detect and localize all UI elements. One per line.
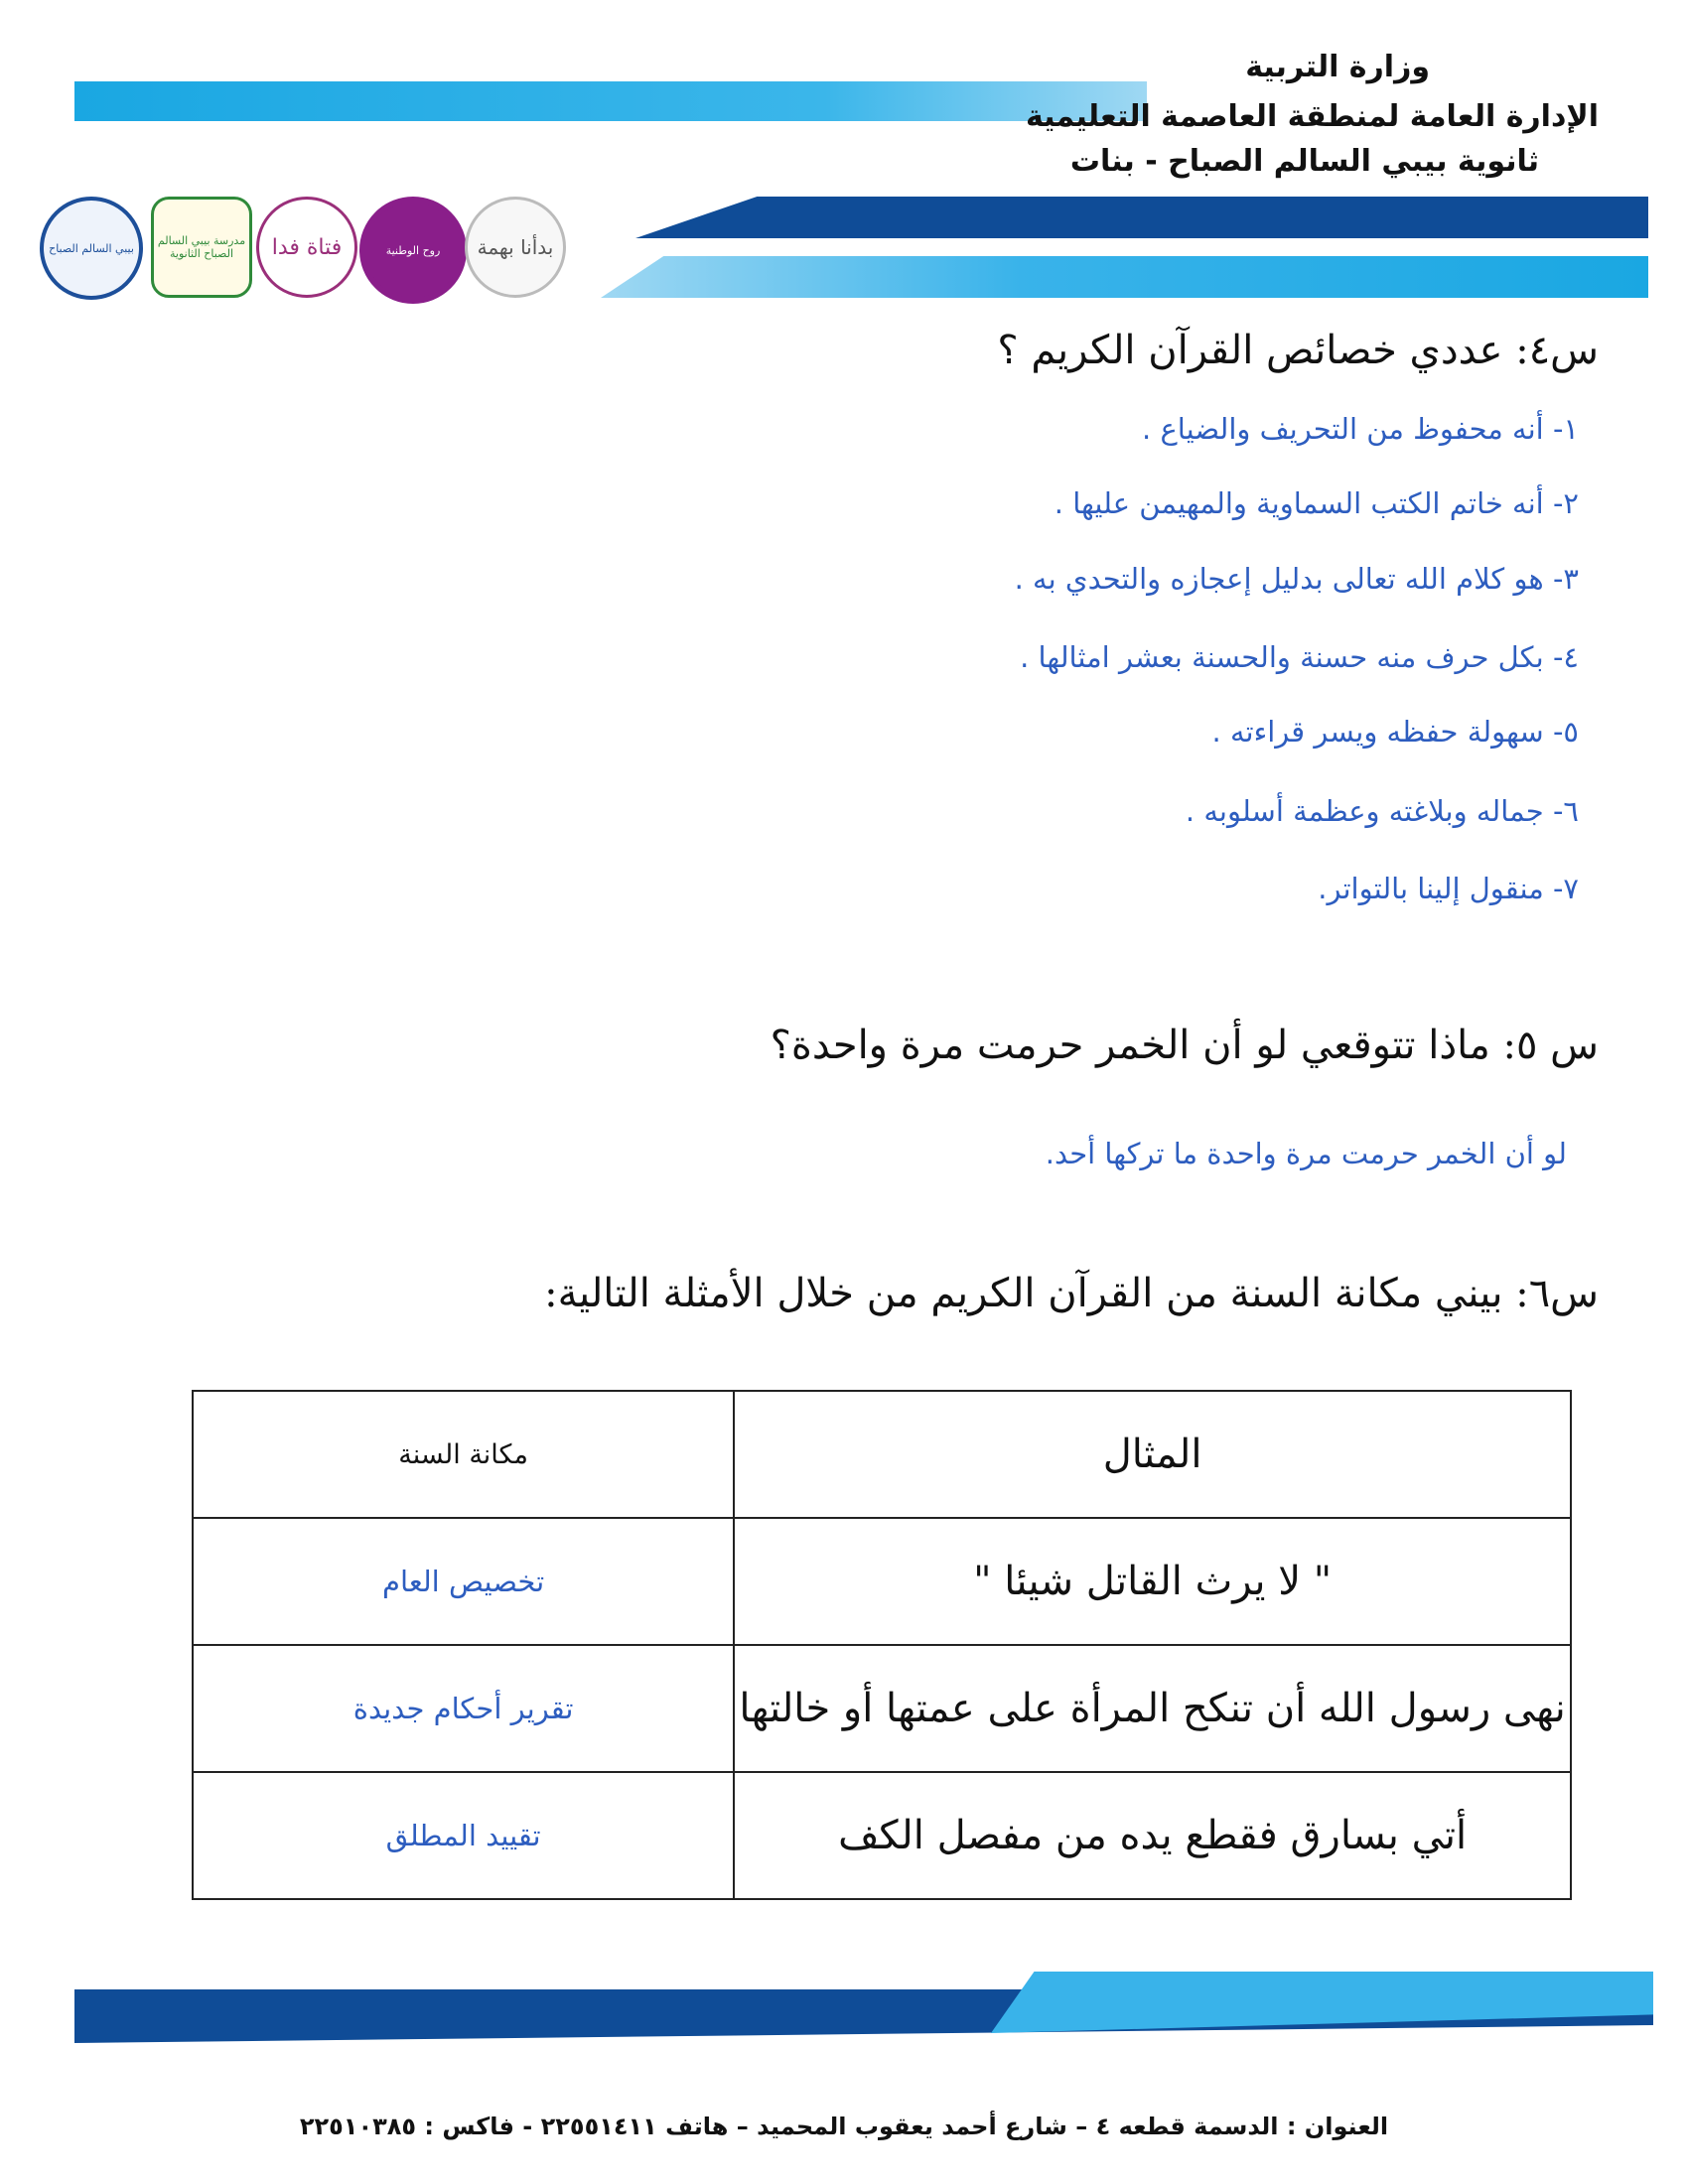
ministry-name: وزارة التربية xyxy=(1245,50,1430,84)
bidayatna-logo-icon: بدأنا بهمة xyxy=(465,197,566,298)
purple-round-logo-icon: روح الوطنية xyxy=(359,197,467,304)
question-4: س٤: عددي خصائص القرآن الكريم ؟ xyxy=(997,328,1599,373)
table-header-row xyxy=(193,1391,1571,1518)
row-1-example: " لا يرث القاتل شيئا " xyxy=(734,1518,1571,1645)
row-2-rank: تقرير أحكام جديدة xyxy=(193,1645,734,1772)
q5-answer: لو أن الخمر حرمت مرة واحدة ما تركها أحد. xyxy=(1045,1137,1567,1170)
q4-answer-1: ١- أنه محفوظ من التحريف والضياع . xyxy=(1142,412,1579,446)
q4-answer-3: ٣- هو كلام الله تعالى بدليل إعجازه والتحدي به . xyxy=(1014,562,1579,596)
directorate-name: الإدارة العامة لمنطقة العاصمة التعليمية xyxy=(1025,99,1599,134)
table-row xyxy=(193,1645,1571,1772)
q4-answer-2: ٢- أنه خاتم الكتب السماوية والمهيمن عليها . xyxy=(1054,486,1579,520)
header-band-lower xyxy=(601,256,1648,298)
header-example: المثال xyxy=(734,1391,1571,1518)
row-3-rank: تقييد المطلق xyxy=(193,1772,734,1899)
q4-answer-5: ٥- سهولة حفظه ويسر قراءته . xyxy=(1211,715,1579,749)
q4-answer-6: ٦- جماله وبلاغته وعظمة أسلوبه . xyxy=(1185,794,1579,828)
row-1-rank: تخصيص العام xyxy=(193,1518,734,1645)
school-name: ثانوية بيبي السالم الصباح - بنات xyxy=(1069,144,1539,179)
q4-answer-4: ٤- بكل حرف منه حسنة والحسنة بعشر امثالها . xyxy=(1020,640,1579,674)
question-6: س٦: بيني مكانة السنة من القرآن الكريم من خلال الأمثلة التالية: xyxy=(544,1271,1599,1316)
school-emblem-icon: بيبي السالم الصباح xyxy=(40,197,143,300)
table-row xyxy=(193,1518,1571,1645)
question-5: س ٥: ماذا تتوقعي لو أن الخمر حرمت مرة واحدة؟ xyxy=(770,1023,1599,1068)
footer-address: العنوان : الدسمة قطعه ٤ – شارع أحمد يعقوب المحميد – هاتف ٢٢٥٥١٤١١ - فاكس : ٢٢٥١٠٣٨٥ xyxy=(299,2113,1389,2140)
q4-answer-7: ٧- منقول إلينا بالتواتر. xyxy=(1318,872,1579,905)
row-3-example: أتي بسارق فقطع يده من مفصل الكف xyxy=(734,1772,1571,1899)
islamic-dept-emblem-icon: مدرسة بيبي السالم الصباح الثانوية xyxy=(151,197,252,298)
header-band-top xyxy=(74,81,1147,121)
table-row xyxy=(193,1772,1571,1899)
header-rank: مكانة السنة xyxy=(193,1391,734,1518)
sunnah-status-table xyxy=(192,1390,1572,1900)
fatat-fidaa-logo-icon: فتاة فدا xyxy=(256,197,357,298)
header-band-middle xyxy=(635,197,1648,238)
row-2-example: نهى رسول الله أن تنكح المرأة على عمتها أو خالتها xyxy=(734,1645,1571,1772)
